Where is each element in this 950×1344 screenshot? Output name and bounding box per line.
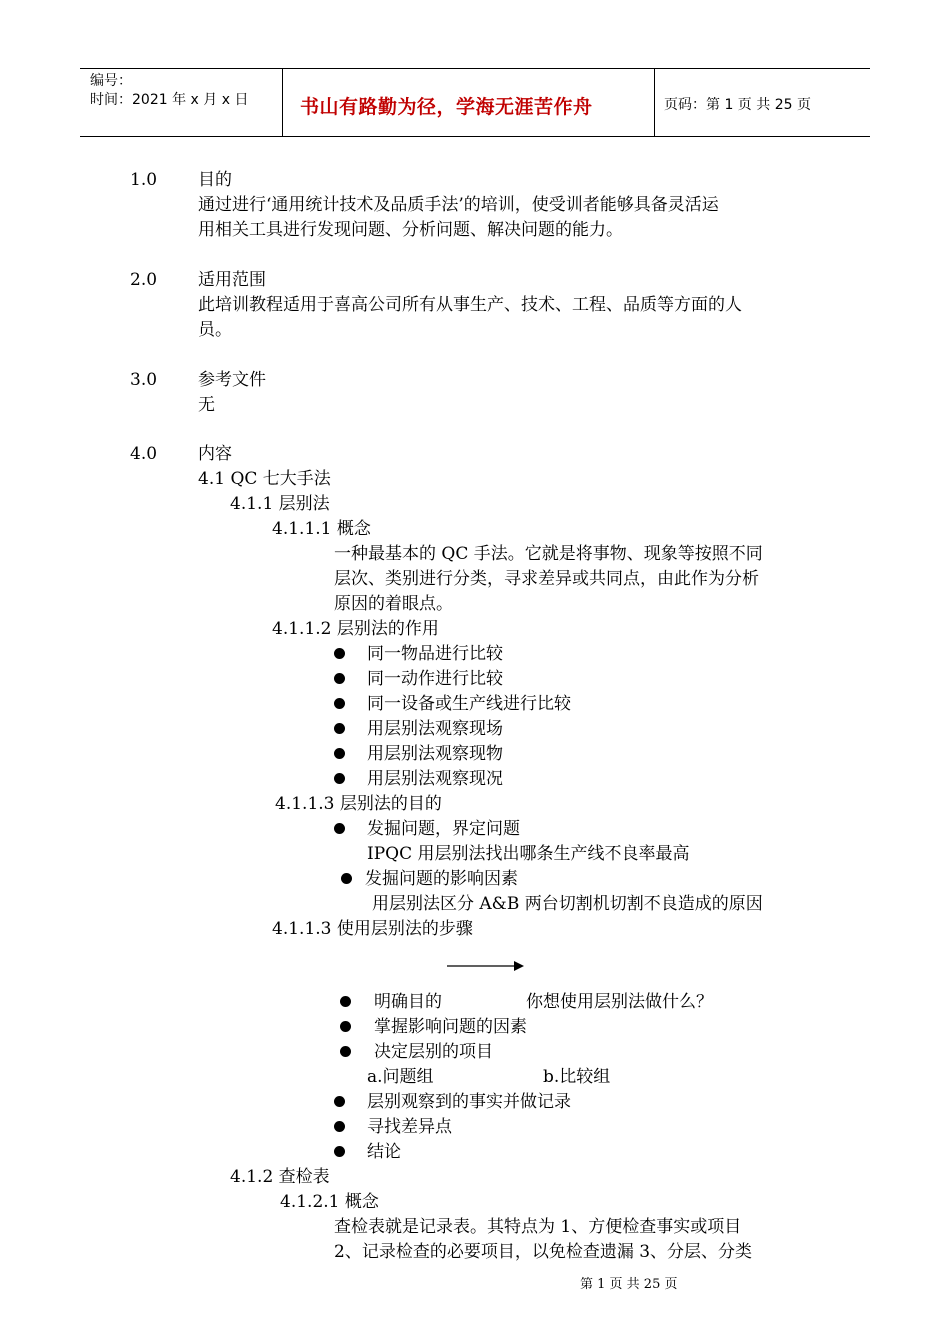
bullet-icon [340, 1046, 351, 1057]
paragraph-line: 原因的着眼点。 [334, 594, 453, 614]
bullet-icon [334, 723, 345, 734]
list-subitem: b.比较组 [543, 1067, 611, 1087]
list-item: 用层别法观察现场 [367, 719, 503, 739]
paragraph-line: 一种最基本的 QC 手法。它就是将事物、现象等按照不同 [334, 544, 763, 564]
subsection-heading: 4.1.1.3 使用层别法的步骤 [272, 919, 473, 939]
bullet-icon [334, 1146, 345, 1157]
paragraph-line: 用相关工具进行发现问题、分析问题、解决问题的能力。 [198, 220, 623, 240]
subsection-heading: 4.1.1.2 层别法的作用 [272, 619, 439, 639]
paragraph-line: 查检表就是记录表。其特点为 1、方便检查事实或项目 [334, 1217, 742, 1237]
bullet-icon [334, 773, 345, 784]
arrow-right-icon [446, 959, 526, 973]
paragraph-line: 通过进行‘通用统计技术及品质手法’的培训，使受训者能够具备灵活运 [198, 195, 719, 215]
section-title: 目的 [198, 170, 232, 190]
section-title: 适用范围 [198, 270, 266, 290]
list-item-example: 用层别法区分 A&B 两台切割机切割不良造成的原因 [372, 894, 763, 914]
header-page-info: 页码：第 1 页 共 25 页 [664, 97, 811, 113]
subsection-heading: 4.1.2 查检表 [230, 1167, 330, 1187]
list-item: 结论 [367, 1142, 401, 1162]
list-item: 寻找差异点 [367, 1117, 452, 1137]
header-divider [282, 68, 283, 136]
paragraph-line: 2、记录检查的必要项目，以免检查遗漏 3、分层、分类 [334, 1242, 753, 1262]
subsection-heading: 4.1.2.1 概念 [280, 1192, 379, 1212]
list-item: 用层别法观察现况 [367, 769, 503, 789]
list-item: 同一物品进行比较 [367, 644, 503, 664]
section-number: 3.0 [130, 370, 158, 390]
bullet-icon [334, 698, 345, 709]
list-item: 发掘问题，界定问题 [367, 819, 520, 839]
header-motto: 书山有路勤为径，学海无涯苦作舟 [300, 96, 593, 118]
section-title: 内容 [198, 444, 232, 464]
list-item: 层别观察到的事实并做记录 [367, 1092, 571, 1112]
document-number-label: 编号： [90, 73, 132, 89]
list-item: 掌握影响问题的因素 [374, 1017, 527, 1037]
page-footer: 第 1 页 共 25 页 [580, 1277, 678, 1292]
subsection-heading: 4.1 QC 七大手法 [198, 469, 331, 489]
bullet-icon [334, 648, 345, 659]
paragraph-line: 层次、类别进行分类，寻求差异或共同点，由此作为分析 [334, 569, 759, 589]
subsection-heading: 4.1.1 层别法 [230, 494, 330, 514]
section-number: 1.0 [130, 170, 158, 190]
bullet-icon [334, 748, 345, 759]
header-meta [90, 72, 248, 110]
bullet-icon [334, 673, 345, 684]
list-item-question: 你想使用层别法做什么？ [526, 992, 713, 1012]
list-item: 同一设备或生产线进行比较 [367, 694, 571, 714]
bullet-icon [334, 1121, 345, 1132]
section-title: 参考文件 [198, 370, 266, 390]
bullet-icon [334, 1096, 345, 1107]
paragraph-line: 员。 [198, 320, 232, 340]
list-item: 决定层别的项目 [374, 1042, 493, 1062]
bullet-icon [340, 1021, 351, 1032]
subsection-heading: 4.1.1.1 概念 [272, 519, 371, 539]
subsection-heading: 4.1.1.3 层别法的目的 [275, 794, 442, 814]
list-item: 发掘问题的影响因素 [365, 869, 518, 889]
bullet-icon [341, 873, 352, 884]
header-divider [654, 68, 655, 136]
list-subitem: a.问题组 [367, 1067, 434, 1087]
section-number: 4.0 [130, 444, 158, 464]
list-item: 同一动作进行比较 [367, 669, 503, 689]
bullet-icon [340, 996, 351, 1007]
paragraph-line: 此培训教程适用于喜高公司所有从事生产、技术、工程、品质等方面的人 [198, 295, 742, 315]
paragraph-line: 无 [198, 395, 215, 415]
section-number: 2.0 [130, 270, 158, 290]
document-date: 时间：2021 年 x 月 x 日 [90, 92, 249, 108]
list-item: 明确目的 [374, 992, 442, 1012]
list-item-example: IPQC 用层别法找出哪条生产线不良率最高 [367, 844, 690, 864]
bullet-icon [334, 823, 345, 834]
list-item: 用层别法观察现物 [367, 744, 503, 764]
